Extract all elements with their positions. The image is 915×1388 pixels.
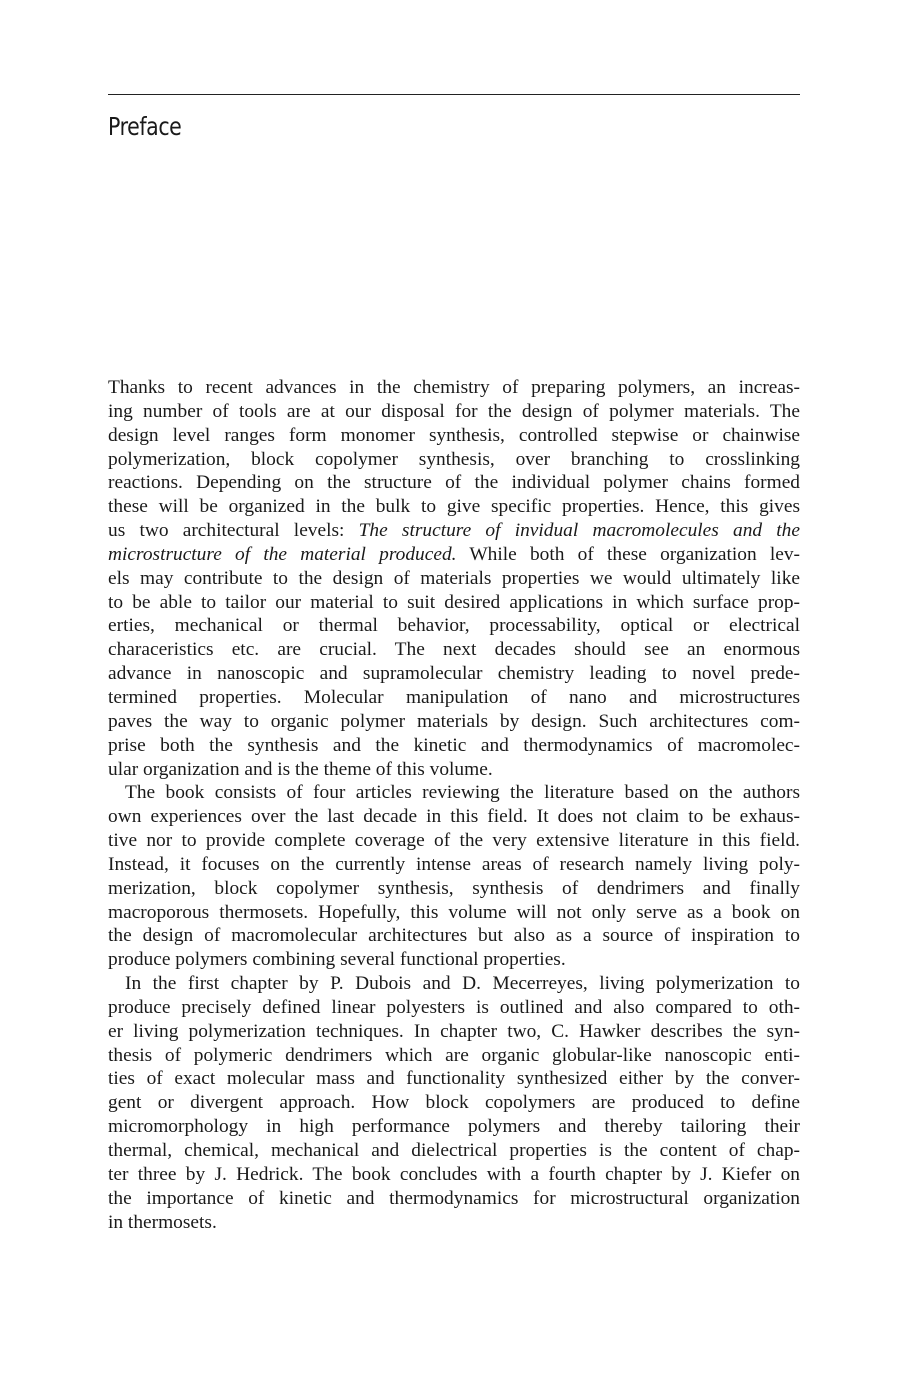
text-line: reactions. Depending on the structure of the individual polymer chains formed	[108, 472, 800, 494]
italic-phrase: microstructure of the material produced.	[108, 543, 457, 565]
text-line: The book consists of four articles reviewing the literature based on the authors	[125, 782, 800, 804]
text-line: ular organization and is the theme of this volume.	[108, 758, 493, 780]
preface-body	[108, 376, 800, 1234]
text-line: the importance of kinetic and thermodynamics for microstructural organization	[108, 1187, 800, 1209]
text-line: advance in nanoscopic and supramolecular chemistry leading to novel prede-	[108, 663, 800, 685]
text-line: thermal, chemical, mechanical and dielectrical properties is the content of chap-	[108, 1140, 800, 1161]
text-line: ing number of tools are at our disposal for the design of polymer materials. The	[108, 400, 800, 422]
text-line: paves the way to organic polymer materials by design. Such architectures com-	[108, 710, 800, 732]
text-line: micromorphology in high performance polymers and thereby tailoring their	[108, 1116, 800, 1138]
text-segment: us two architectural levels:	[108, 520, 359, 542]
text-line: to be able to tailor our material to suit desired applications in which surface prop-	[108, 591, 800, 613]
text-line: the design of macromolecular architectures but also as a source of inspiration to	[108, 925, 800, 947]
header-rule	[108, 94, 800, 95]
text-line	[108, 519, 800, 543]
paragraph-3	[108, 972, 800, 1234]
text-line: in thermosets.	[108, 1211, 217, 1233]
text-line: own experiences over the last decade in this field. It does not claim to be exhaus-	[108, 806, 800, 828]
paragraph-2	[108, 781, 800, 972]
text-line: er living polymerization techniques. In chapter two, C. Hawker describes the syn-	[108, 1020, 800, 1042]
text-line: tive nor to provide complete coverage of the very extensive literature in this field.	[108, 830, 800, 852]
text-line: merization, block copolymer synthesis, synthesis of dendrimers and finally	[108, 877, 800, 899]
text-line: thesis of polymeric dendrimers which are organic globular-like nanoscopic enti-	[108, 1044, 800, 1066]
text-line: prise both the synthesis and the kinetic and thermodynamics of macromolec-	[108, 734, 800, 756]
text-line: produce precisely defined linear polyesters is outlined and also compared to oth-	[108, 996, 800, 1018]
text-segment: While both of these organization lev-	[456, 543, 800, 565]
text-line: gent or divergent approach. How block copolymers are produced to define	[108, 1092, 800, 1114]
text-line: els may contribute to the design of materials properties we would ultimately like	[108, 567, 800, 589]
text-line: macroporous thermosets. Hopefully, this volume will not only serve as a book on	[108, 901, 800, 923]
text-line: these will be organized in the bulk to give specific properties. Hence, this gives	[108, 496, 800, 518]
text-line: produce polymers combining several functional properties.	[108, 949, 566, 971]
text-line: Instead, it focuses on the currently intense areas of research namely living poly-	[108, 853, 800, 875]
text-line	[108, 543, 800, 567]
text-line: polymerization, block copolymer synthesis, over branching to crosslinking	[108, 448, 800, 470]
paragraph-1	[108, 376, 800, 781]
text-line: erties, mechanical or thermal behavior, processability, optical or electrical	[108, 615, 800, 637]
text-line: characeristics etc. are crucial. The next decades should see an enormous	[108, 639, 800, 661]
text-line: In the first chapter by P. Dubois and D. Mecerreyes, living polymerization to	[125, 973, 800, 995]
text-line: ties of exact molecular mass and functionality synthesized either by the conver-	[108, 1068, 800, 1090]
text-line: Thanks to recent advances in the chemistry of preparing polymers, an increas-	[108, 377, 800, 398]
text-line: design level ranges form monomer synthesis, controlled stepwise or chainwise	[108, 424, 800, 446]
text-line: ter three by J. Hedrick. The book concludes with a fourth chapter by J. Kiefer on	[108, 1163, 800, 1185]
page-title: Preface	[108, 112, 182, 141]
italic-phrase: The structure of invidual macromolecules and the	[358, 520, 800, 542]
text-line: termined properties. Molecular manipulation of nano and microstructures	[108, 686, 800, 708]
